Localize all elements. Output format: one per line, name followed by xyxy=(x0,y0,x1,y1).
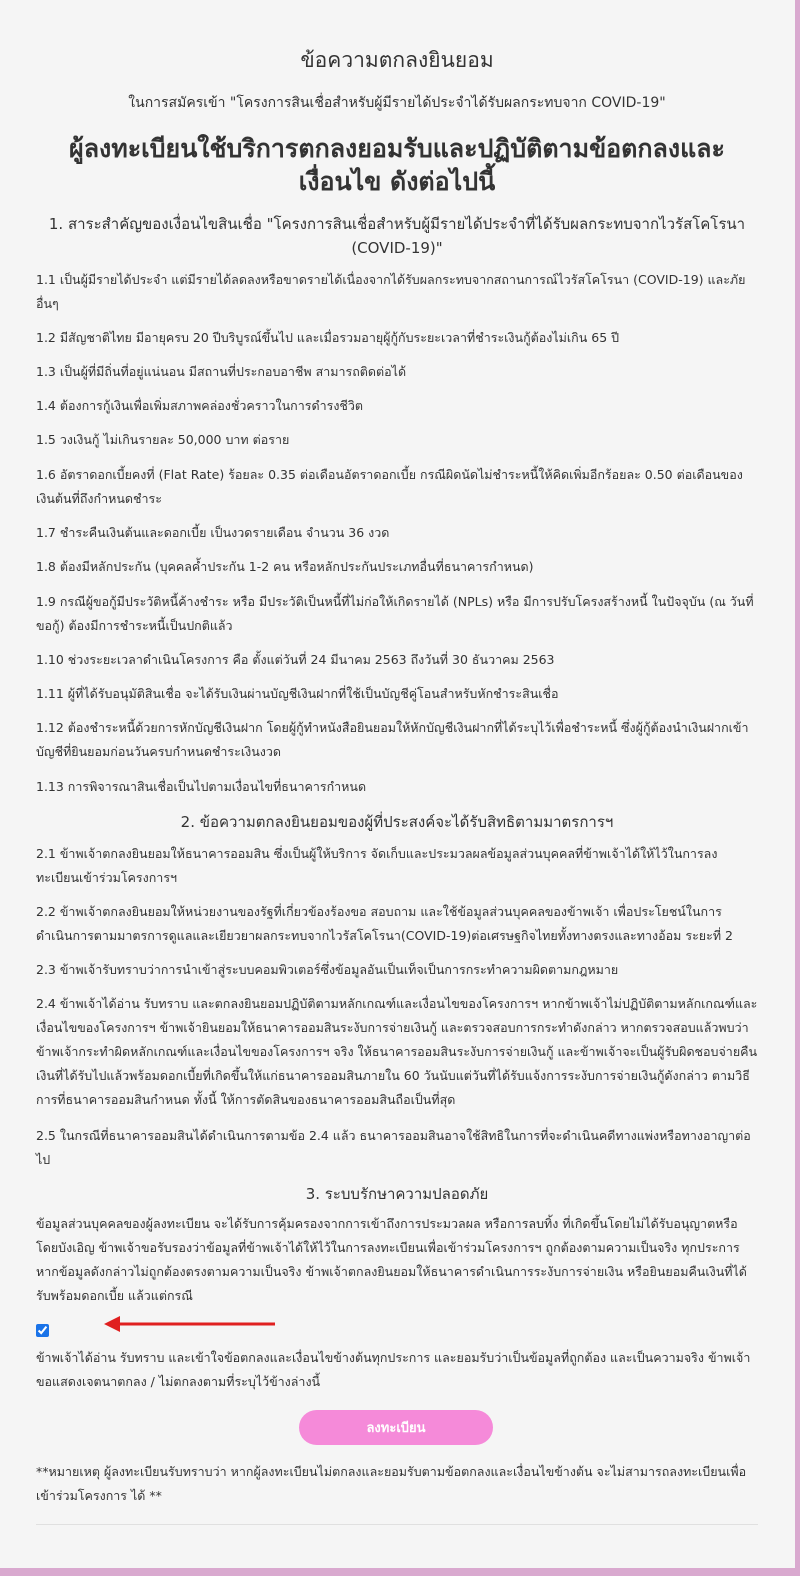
section-1-item: 1.9 กรณีผู้ขอกู้มีประวัติหนี้ค้างชำระ หรือ มีประวัติเป็นหนี้ที่ไม่ก่อให้เกิดรายได้ (NPLs) หรือ มีการปรับโครงสร้างหนี้ ในปัจจุบัน (ณ วันที่ขอกู้) ต้องมีการชำระหนี้เป็นปกติแล้ว xyxy=(36,594,754,633)
section-1-item: 1.11 ผู้ที่ได้รับอนุมัติสินเชื่อ จะได้รับเงินผ่านบัญชีเงินฝากที่ใช้เป็นบัญชีคู่โอนสำหรับหักชำระสินเชื่อ xyxy=(36,686,559,701)
section-1-item: 1.1 เป็นผู้มีรายได้ประจำ แต่มีรายได้ลดลงหรือขาดรายได้เนื่องจากได้รับผลกระทบจากสถานการณ์ไวรัสโคโรนา (COVID-19) และภัยอื่นๆ xyxy=(36,272,746,311)
frame-right-border xyxy=(795,0,800,1576)
section-2-item: 2.1 ข้าพเจ้าตกลงยินยอมให้ธนาคารออมสิน ซึ่งเป็นผู้ให้บริการ จัดเก็บและประมวลผลข้อมูลส่วนบุคคลที่ข้าพเจ้าได้ให้ไว้ในการลงทะเบียนเข้าร่วมโครงการฯ xyxy=(36,846,718,885)
page-subtitle: ในการสมัครเข้า "โครงการสินเชื่อสำหรับผู้มีรายได้ประจำได้รับผลกระทบจาก COVID-19" xyxy=(128,95,666,111)
footer-note: **หมายเหตุ ผู้ลงทะเบียนรับทราบว่า หากผู้ลงทะเบียนไม่ตกลงและยอมรับตามข้อตกลงและเงื่อนไขข้างต้น จะไม่สามารถลงทะเบียนเพื่อเข้าร่วมโครงการ ได้ ** xyxy=(36,1464,747,1503)
section-1-item: 1.13 การพิจารณาสินเชื่อเป็นไปตามเงื่อนไขที่ธนาคารกำหนด xyxy=(36,779,367,794)
section-1-item: 1.10 ช่วงระยะเวลาดำเนินโครงการ คือ ตั้งแต่วันที่ 24 มีนาคม 2563 ถึงวันที่ 30 ธันวาคม 2563 xyxy=(36,652,555,667)
consent-checkbox[interactable] xyxy=(36,1324,49,1337)
section-2-item: 2.5 ในกรณีที่ธนาคารออมสินได้ดำเนินการตามข้อ 2.4 แล้ว ธนาคารออมสินอาจใช้สิทธิในการที่จะดำเนินคดีทางแพ่งหรือทางอาญาต่อไป xyxy=(36,1128,751,1167)
section-1-item: 1.3 เป็นผู้ที่มีถิ่นที่อยู่แน่นอน มีสถานที่ประกอบอาชีพ สามารถติดต่อได้ xyxy=(36,364,407,379)
section-1-item: 1.12 ต้องชำระหนี้ด้วยการหักบัญชีเงินฝาก โดยผู้กู้ทำหนังสือยินยอมให้หักบัญชีเงินฝากที่ได้ระบุไว้เพื่อชำระหนี้ ซึ่งผู้กู้ต้องนำเงินฝากเข้าบัญชีที่ยินยอมก่อนวันครบกำหนดชำระเงินงวด xyxy=(36,720,749,759)
red-arrow-annotation xyxy=(104,1313,279,1335)
section-3-body: ข้อมูลส่วนบุคคลของผู้ลงทะเบียน จะได้รับการคุ้มครองจากการเข้าถึงการประมวลผล หรือการลบทิ้ง ที่เกิดขึ้นโดยไม่ได้รับอนุญาตหรือโดยบังเอิญ ข้าพเจ้าขอรับรองว่าข้อมูลที่ข้าพเจ้าได้ให้ไว้ในการลงทะเบียนเพื่อเข้าร่วมโครงการฯ ถูกต้องตามความเป็นจริง ทุกประการ หากข้อมูลดังกล่าวไม่ถูกต้องตรงตามความเป็นจริง ข้าพเจ้าตกลงยินยอมให้ธนาคารดำเนินการระงับการจ่ายเงิน หรือยินยอมคืนเงินที่ได้รับพร้อมดอกเบี้ย แล้วแต่กรณี xyxy=(36,1216,747,1303)
section-2-title: 2. ข้อความตกลงยินยอมของผู้ที่ประสงค์จะได้รับสิทธิตามมาตรการฯ xyxy=(180,813,614,831)
agreement-heading: ผู้ลงทะเบียนใช้บริการตกลงยอมรับและปฏิบัติตามข้อตกลงและเงื่อนไข ดังต่อไปนี้ xyxy=(69,134,725,196)
consent-text: ข้าพเจ้าได้อ่าน รับทราบ และเข้าใจข้อตกลงและเงื่อนไขข้างต้นทุกประการ และยอมรับว่าเป็นข้อมูลที่ถูกต้อง และเป็นความจริง ข้าพเจ้าขอแสดงเจตนาตกลง / ไม่ตกลงตามที่ระบุไว้ข้างล่างนี้ xyxy=(36,1350,751,1389)
section-1-item: 1.4 ต้องการกู้เงินเพื่อเพิ่มสภาพคล่องชั่วคราวในการดำรงชีวิต xyxy=(36,398,364,413)
bottom-divider xyxy=(36,1524,758,1525)
section-1-item: 1.6 อัตราดอกเบี้ยคงที่ (Flat Rate) ร้อยละ 0.35 ต่อเดือนอัตราดอกเบี้ย กรณีผิดนัดไม่ชำระหนี้ให้คิดเพิ่มอีกร้อยละ 0.50 ต่อเดือนของเงินต้นที่ถึงกำหนดชำระ xyxy=(36,467,743,506)
section-1-item: 1.7 ชำระคืนเงินต้นและดอกเบี้ย เป็นงวดรายเดือน จำนวน 36 งวด xyxy=(36,525,390,540)
section-1-item: 1.5 วงเงินกู้ ไม่เกินรายละ 50,000 บาท ต่อราย xyxy=(36,432,290,447)
section-3-title: 3. ระบบรักษาความปลอดภัย xyxy=(305,1185,489,1203)
section-1-item: 1.2 มีสัญชาติไทย มีอายุครบ 20 ปีบริบูรณ์ขึ้นไป และเมื่อรวมอายุผู้กู้กับระยะเวลาที่ชำระเงินกู้ต้องไม่เกิน 65 ปี xyxy=(36,330,620,345)
section-1-title: 1. สาระสำคัญของเงื่อนไขสินเชื่อ "โครงการสินเชื่อสำหรับผู้มีรายได้ประจำที่ได้รับผลกระทบจากไวรัสโคโรนา (COVID-19)" xyxy=(48,215,746,257)
page-title: ข้อความตกลงยินยอม xyxy=(300,48,494,72)
section-2-item: 2.2 ข้าพเจ้าตกลงยินยอมให้หน่วยงานของรัฐที่เกี่ยวข้องร้องขอ สอบถาม และใช้ข้อมูลส่วนบุคคลของข้าพเจ้า เพื่อประโยชน์ในการดำเนินการตามมาตรการดูแลและเยียวยาผลกระทบจากไวรัสโคโรนา(COVID-19)ต่อเศรษฐกิจไทยทั้งทางตรงและทางอ้อม ระยะที่ 2 xyxy=(36,904,733,943)
section-2-item: 2.3 ข้าพเจ้ารับทราบว่าการนำเข้าสู่ระบบคอมพิวเตอร์ซึ่งข้อมูลอันเป็นเท็จเป็นการกระทำความผิดตามกฎหมาย xyxy=(36,962,619,977)
section-2-item: 2.4 ข้าพเจ้าได้อ่าน รับทราบ และตกลงยินยอมปฏิบัติตามหลักเกณฑ์และเงื่อนไขของโครงการฯ หากข้าพเจ้าไม่ปฏิบัติตามหลักเกณฑ์และเงื่อนไขของโครงการฯ ข้าพเจ้ายินยอมให้ธนาคารออมสินระงับการจ่ายเงินกู้ และตรวจสอบการกระทำดังกล่าว หากตรวจสอบแล้วพบว่าข้าพเจ้ากระทำผิดหลักเกณฑ์และเงื่อนไขของโครงการฯ จริง ให้ธนาคารออมสินระงับการจ่ายเงินกู้ และข้าพเจ้าจะเป็นผู้รับผิดชอบจ่ายคืนเงินที่ได้รับไปแล้วพร้อมดอกเบี้ยที่เกิดขึ้นให้แก่ธนาคารออมสินภายใน 60 วันนับแต่วันที่ได้รับแจ้งการระงับการจ่ายเงินกู้ดังกล่าว ตามวิธีการที่ธนาคารออมสินกำหนด ทั้งนี้ ให้การตัดสินของธนาคารออมสินถือเป็นที่สุด xyxy=(36,996,758,1107)
section-1-item: 1.8 ต้องมีหลักประกัน (บุคคลค้ำประกัน 1-2 คน หรือหลักประกันประเภทอื่นที่ธนาคารกำหนด) xyxy=(36,559,534,574)
frame-bottom-border xyxy=(0,1568,800,1576)
register-button[interactable]: ลงทะเบียน xyxy=(299,1410,493,1445)
